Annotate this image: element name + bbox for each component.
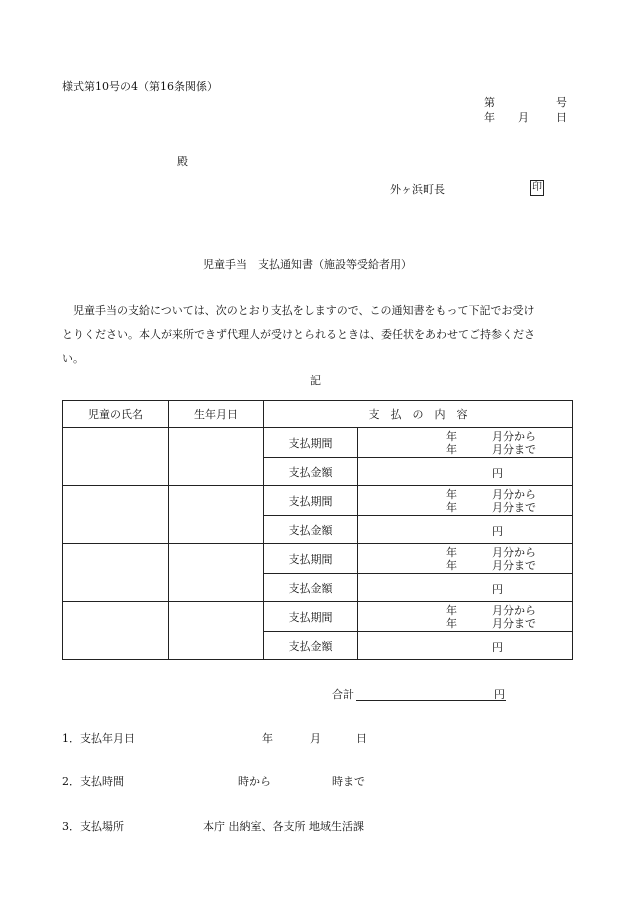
birthdate-cell (169, 428, 264, 486)
payment-date-month: 月 (310, 732, 321, 745)
period-value (358, 486, 573, 516)
yen-char: 円 (492, 467, 503, 480)
amount-value (358, 516, 573, 544)
period-label: 支払期間 (264, 544, 358, 574)
payment-time-label: 2．支払時間 (62, 775, 124, 788)
yen-char: 円 (492, 641, 503, 654)
year-char: 年 (446, 488, 457, 501)
year-char: 年 (446, 617, 457, 630)
seal-mark: 印 (530, 180, 544, 196)
year-char: 年 (446, 430, 457, 443)
document-number-dai: 第 (484, 96, 495, 109)
yen-char: 円 (492, 525, 503, 538)
to-text: 月分まで (492, 501, 536, 514)
document-title: 児童手当 支払通知書（施設等受給者用） (203, 258, 412, 271)
to-text: 月分まで (492, 443, 536, 456)
payment-time-to: 時まで (332, 775, 365, 788)
period-value (358, 428, 573, 458)
child-name-cell (63, 544, 169, 602)
issue-date-year: 年 (484, 111, 495, 124)
ki-heading: 記 (310, 374, 321, 387)
table-header-row (63, 401, 573, 428)
payment-date-day: 日 (356, 732, 367, 745)
amount-label: 支払金額 (264, 632, 358, 660)
from-text: 月分から (492, 604, 536, 617)
year-char: 年 (446, 501, 457, 514)
document-number-go: 号 (556, 96, 567, 109)
body-line-2: とりください。本人が来所できず代理人が受けとられるときは、委任状をあわせてご持参くださ (62, 328, 535, 341)
period-label: 支払期間 (264, 486, 358, 516)
table-row (63, 602, 573, 632)
birthdate-cell (169, 602, 264, 660)
amount-label: 支払金額 (264, 574, 358, 602)
payment-place-label: 3．支払場所 (62, 820, 124, 833)
year-char: 年 (446, 443, 457, 456)
year-char: 年 (446, 559, 457, 572)
issue-date-month: 月 (518, 111, 529, 124)
payment-date-year: 年 (262, 732, 273, 745)
total-underline (356, 700, 506, 701)
total-yen: 円 (494, 688, 505, 701)
total-label: 合計 (332, 688, 354, 701)
body-line-3: い。 (62, 352, 84, 365)
amount-value (358, 632, 573, 660)
body-line-1: 児童手当の支給については、次のとおり支払をしますので、この通知書をもって下記でお受け (62, 304, 535, 317)
from-text: 月分から (492, 430, 536, 443)
table-row (63, 428, 573, 458)
year-char: 年 (446, 604, 457, 617)
to-text: 月分まで (492, 617, 536, 630)
issuer-name: 外ヶ浜町長 (390, 183, 445, 196)
table-row (63, 486, 573, 516)
payment-place-value: 本庁 出納室、各支所 地域生活課 (203, 820, 364, 833)
amount-value (358, 574, 573, 602)
yen-char: 円 (492, 583, 503, 596)
birthdate-cell (169, 544, 264, 602)
payment-time-from: 時から (238, 775, 271, 788)
child-name-cell (63, 428, 169, 486)
period-value (358, 602, 573, 632)
amount-value (358, 458, 573, 486)
addressee-suffix: 殿 (177, 155, 188, 168)
header-child-name: 児童の氏名 (63, 401, 169, 428)
issue-date-day: 日 (556, 111, 567, 124)
period-value (358, 544, 573, 574)
payment-table (62, 400, 573, 660)
to-text: 月分まで (492, 559, 536, 572)
header-birthdate: 生年月日 (169, 401, 264, 428)
from-text: 月分から (492, 488, 536, 501)
child-name-cell (63, 602, 169, 660)
header-payment-content: 支 払 の 内 容 (264, 401, 573, 428)
amount-label: 支払金額 (264, 458, 358, 486)
period-label: 支払期間 (264, 428, 358, 458)
year-char: 年 (446, 546, 457, 559)
period-label: 支払期間 (264, 602, 358, 632)
form-reference: 様式第10号の4（第16条関係） (62, 80, 218, 93)
birthdate-cell (169, 486, 264, 544)
from-text: 月分から (492, 546, 536, 559)
amount-label: 支払金額 (264, 516, 358, 544)
table-row (63, 544, 573, 574)
child-name-cell (63, 486, 169, 544)
payment-date-label: 1．支払年月日 (62, 732, 135, 745)
